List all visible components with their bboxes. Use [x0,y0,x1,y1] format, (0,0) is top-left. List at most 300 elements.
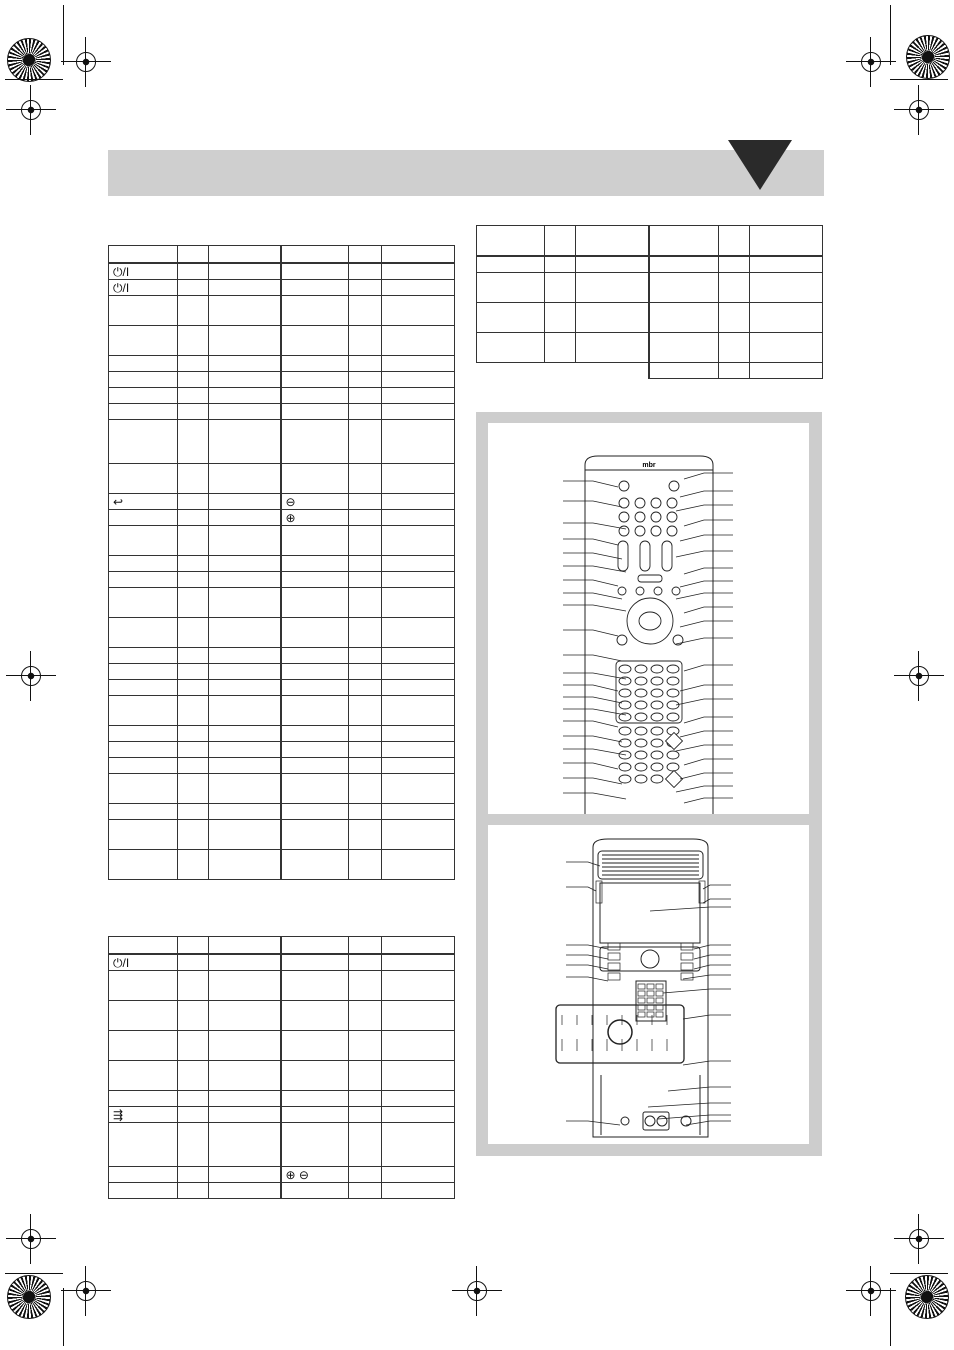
remote-button [635,763,647,771]
remote-button [666,733,683,750]
table-cell [178,820,209,850]
remote-button [619,481,629,491]
callout-leader-line [563,553,622,559]
remote-button [635,775,647,783]
table-cell [719,226,750,257]
table-cell [349,263,382,280]
table-cell [178,388,209,404]
callout-leader-line [563,685,618,691]
table-cell [349,696,382,726]
table-cell [382,820,455,850]
table-cell [209,1091,281,1107]
callout-leader-line [684,607,733,613]
table-cell [382,1031,455,1061]
table-cell [349,664,382,680]
table-row [477,226,823,257]
callout-leader-line [566,955,608,959]
table-cell [349,1123,382,1167]
remote-button [667,689,679,697]
table-row [109,494,455,510]
crosshair-target [906,663,932,689]
table-row [477,333,823,363]
callout-leader-line [703,885,731,889]
table-cell [382,588,455,618]
table-cell [349,404,382,420]
table-cell [382,1061,455,1091]
table-cell [750,303,823,333]
table-cell [209,804,281,820]
unit-button [656,984,663,989]
table-row [109,1107,455,1123]
callout-leader-line [680,685,733,691]
table-cell [281,280,349,296]
table-cell [109,526,178,556]
callout-leader-line [680,535,733,541]
table-cell [209,680,281,696]
table-cell [382,296,455,326]
remote-button [662,541,672,571]
table-cell [382,1107,455,1123]
table-cell [281,1031,349,1061]
table-cell [281,954,349,971]
table-cell [109,404,178,420]
remote-button [651,512,661,522]
index-table-bottom-left [108,936,455,1199]
table-cell [349,1107,382,1123]
table-cell [349,280,382,296]
callout-leader-line [563,749,626,755]
remote-button [672,587,680,595]
table-cell [178,572,209,588]
table-cell [382,648,455,664]
table-cell [750,226,823,257]
symbol-cell: ⇶ [109,1107,178,1123]
table-cell [178,326,209,356]
table-cell [281,1107,349,1123]
table-cell [349,556,382,572]
table-row [109,850,455,880]
table-cell [109,420,178,464]
callout-leader-line [676,505,733,511]
remote-button [619,763,631,771]
table-cell [109,326,178,356]
table-row [109,758,455,774]
table-row [477,363,823,379]
table-cell [281,372,349,388]
remote-button [619,512,629,522]
unit-button [647,1005,654,1010]
table-cell [178,1091,209,1107]
table-cell [109,372,178,388]
table-cell [178,680,209,696]
remote-button [635,727,647,735]
table-cell [209,404,281,420]
table-cell [178,556,209,572]
remote-button [667,498,677,508]
crop-mark [890,79,948,80]
unit-button [681,953,693,960]
table-cell [178,850,209,880]
remote-button [635,751,647,759]
table-cell [109,1061,178,1091]
crop-mark [890,5,891,65]
callout-leader-line [648,1103,731,1107]
symbol-cell: ⏻/I [109,954,178,971]
table-cell [178,742,209,758]
crosshair-target [18,1226,44,1252]
remote-button [667,665,679,673]
remote-button [618,587,626,595]
table-cell [281,296,349,326]
callout-leader-line [566,862,600,866]
callout-leader-line [684,665,733,671]
remote-button [651,498,661,508]
callout-leader-line [680,581,733,587]
unit-button [647,991,654,996]
crosshair-target [73,49,99,75]
unit-button [656,1012,663,1017]
callout-leader-line [703,899,731,903]
table-cell [382,404,455,420]
table-cell [209,420,281,464]
table-row [109,1167,455,1183]
table-cell [281,526,349,556]
callout-leader-line [680,621,733,627]
unit-button [638,984,645,989]
table-cell [349,954,382,971]
table-row [109,588,455,618]
table-cell [281,263,349,280]
table-cell [349,1061,382,1091]
table-cell [649,226,719,257]
table-cell [281,326,349,356]
symbol-cell: ⏻/I [109,263,178,280]
callout-leader-line [563,593,622,599]
table-cell [178,263,209,280]
table-cell [349,1031,382,1061]
table-cell [209,820,281,850]
remote-button [667,512,677,522]
table-row [109,326,455,356]
callout-leader-line [683,1061,731,1065]
table-cell [281,664,349,680]
unit-button [656,1005,663,1010]
table-cell [382,510,455,526]
table-row [109,388,455,404]
table-cell [349,388,382,404]
table-cell [209,696,281,726]
table-cell [382,372,455,388]
table-cell [209,588,281,618]
table-cell [178,404,209,420]
table-cell [349,1001,382,1031]
remote-button [619,739,631,747]
table-cell [178,758,209,774]
registration-wheel-bottom-right [905,1275,949,1319]
unit-button [638,1012,645,1017]
table-cell [281,356,349,372]
table-cell [382,1091,455,1107]
table-cell [281,937,349,955]
table-cell [109,556,178,572]
table-cell [349,510,382,526]
crosshair-target [858,49,884,75]
crosshair-target [464,1278,490,1304]
table-cell [382,326,455,356]
table-cell [349,356,382,372]
table-cell [109,696,178,726]
table-cell [178,804,209,820]
table-cell [209,1167,281,1183]
table-cell [209,850,281,880]
table-cell [349,526,382,556]
table-cell [109,1031,178,1061]
table-cell [109,618,178,648]
remote-button [619,526,629,536]
table-cell [178,774,209,804]
callout-leader-line [563,501,622,507]
table-cell [349,420,382,464]
table-cell [109,1123,178,1167]
table-cell [209,326,281,356]
table-cell [719,256,750,273]
table-cell [109,296,178,326]
table-cell [109,774,178,804]
crosshair-target [18,97,44,123]
table-cell [382,664,455,680]
table-cell [209,937,281,955]
table-cell [349,572,382,588]
table-row [109,526,455,556]
table-row [109,1091,455,1107]
table-cell [382,971,455,1001]
remote-button [619,775,631,783]
table-row [477,303,823,333]
table-cell [209,648,281,664]
registration-wheel-top-left [7,38,51,82]
table-cell [109,742,178,758]
symbol-cell: ⊕ ⊖ [281,1167,349,1183]
table-cell [349,326,382,356]
table-cell [209,774,281,804]
table-cell [349,971,382,1001]
table-cell [576,256,649,273]
table-cell [349,742,382,758]
table-cell [382,1167,455,1183]
table-cell [281,1123,349,1167]
table-cell [382,804,455,820]
table-row [109,404,455,420]
callout-leader-line [684,798,733,803]
table-cell [178,664,209,680]
table-cell [382,954,455,971]
table-cell [209,1183,281,1199]
table-row [109,804,455,820]
table-row [109,1061,455,1091]
table-cell [382,850,455,880]
unit-button [638,1005,645,1010]
remote-button [640,541,650,571]
table-cell [281,464,349,494]
table-cell [109,510,178,526]
unit-button [647,1012,654,1017]
table-cell [109,850,178,880]
table-cell [209,510,281,526]
table-row [109,648,455,664]
callout-leader-line [680,773,733,779]
table-cell [109,664,178,680]
table-row [109,280,455,296]
table-cell [649,256,719,273]
remote-button [667,763,679,771]
table-cell [178,510,209,526]
section-header-band [108,150,824,196]
table-cell [178,696,209,726]
table-cell [209,954,281,971]
table-cell [719,333,750,363]
table-cell [109,572,178,588]
table-cell [719,303,750,333]
table-cell [382,937,455,955]
table-cell [281,1061,349,1091]
table-cell [281,820,349,850]
table-cell [477,273,545,303]
table-cell [281,556,349,572]
callout-leader-line [683,975,731,979]
remote-button [651,751,663,759]
table-cell [109,758,178,774]
registration-wheel-top-right [906,35,950,79]
table-row [109,696,455,726]
down-triangle-icon [728,140,828,200]
table-cell [281,971,349,1001]
table-cell [281,758,349,774]
table-cell [209,664,281,680]
crop-mark [63,1288,64,1346]
table-cell [750,363,823,379]
table-cell [178,372,209,388]
table-cell [209,464,281,494]
symbol-cell: ⏻/I [109,280,178,296]
table-cell [382,526,455,556]
table-cell [178,494,209,510]
unit-button [681,963,693,970]
remote-button [635,498,645,508]
crosshair-target [73,1278,99,1304]
remote-button [619,727,631,735]
remote-button [651,701,663,709]
remote-button [667,526,677,536]
table-cell [576,303,649,333]
remote-button [635,689,647,697]
table-cell [649,363,719,379]
callout-leader-line [680,491,733,497]
table-cell [281,742,349,758]
unit-button [638,998,645,1003]
table-cell [281,618,349,648]
table-cell [750,333,823,363]
table-cell [281,1183,349,1199]
unit-button [656,991,663,996]
table-cell [209,618,281,648]
table-cell [545,363,576,379]
table-row [109,664,455,680]
table-cell [109,804,178,820]
remote-button [635,526,645,536]
table-cell [281,696,349,726]
table-cell [209,758,281,774]
crop-mark [890,1273,948,1274]
remote-button [635,512,645,522]
callout-leader-line [676,593,733,599]
table-cell [209,372,281,388]
crosshair-target [906,1226,932,1252]
table-cell [109,648,178,664]
table-cell [178,937,209,955]
table-cell [281,404,349,420]
table-cell [545,226,576,257]
table-cell [209,246,281,264]
table-row [109,971,455,1001]
crop-mark [5,79,63,80]
table-cell [178,1031,209,1061]
table-cell [109,1167,178,1183]
table-cell [178,971,209,1001]
table-cell [545,256,576,273]
remote-control-diagram [488,423,809,814]
remote-button [651,689,663,697]
index-table-top-right [476,225,823,379]
table-cell [281,420,349,464]
remote-button [635,701,647,709]
table-cell [750,256,823,273]
table-cell [281,246,349,264]
table-cell [545,333,576,363]
remote-button [667,713,679,721]
table-cell [382,1183,455,1199]
table-cell [178,1123,209,1167]
table-cell [178,618,209,648]
callout-leader-line [566,887,596,891]
remote-button [617,635,627,645]
table-cell [649,273,719,303]
table-cell [382,356,455,372]
table-cell [349,296,382,326]
table-cell [178,1167,209,1183]
crosshair-target [858,1278,884,1304]
table-cell [209,1123,281,1167]
registration-wheel-bottom-left [7,1275,51,1319]
table-row [109,1001,455,1031]
table-cell [477,333,545,363]
table-cell [382,758,455,774]
table-row [109,1031,455,1061]
table-cell [382,618,455,648]
remote-button [667,751,679,759]
callout-leader-line [566,965,608,969]
table-cell [209,280,281,296]
crosshair-target [906,97,932,123]
table-cell [109,937,178,955]
table-cell [349,850,382,880]
remote-button [635,665,647,673]
remote-button [619,689,631,697]
table-cell [209,1107,281,1123]
table-row [109,556,455,572]
table-cell [209,263,281,280]
symbol-cell: ⊕ [281,510,349,526]
table-cell [349,774,382,804]
